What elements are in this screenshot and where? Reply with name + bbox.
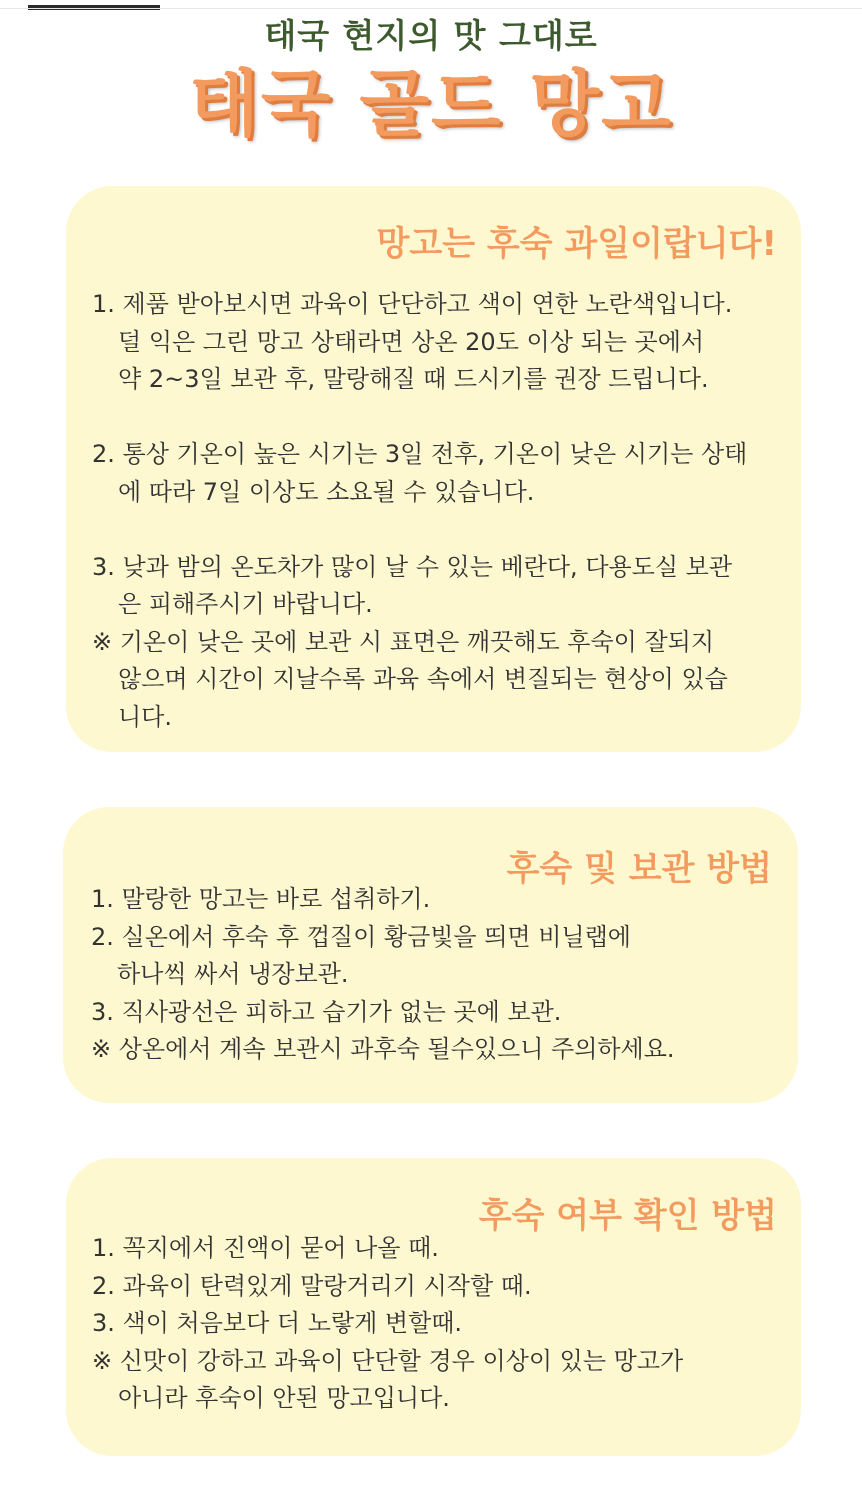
- note-line: 니다.: [118, 702, 172, 731]
- section-body: [91, 881, 675, 1069]
- body-line: 1. 꼭지에서 진액이 묻어 나올 때.: [92, 1234, 439, 1262]
- body-line: 2. 통상 기온이 높은 시기는 3일 전후, 기온이 낮은 시기는 상태: [92, 440, 748, 468]
- paragraph-gap: [92, 511, 747, 549]
- body-line: 3. 낮과 밤의 온도차가 많이 날 수 있는 베란다, 다용도실 보관: [92, 552, 733, 581]
- note-line: 않으며 시간이 지날수록 과육 속에서 변질되는 현상이 있습: [118, 665, 728, 693]
- body-line: 약 2~3일 보관 후, 말랑해질 때 드시기를 권장 드립니다.: [118, 365, 709, 393]
- body-line: 에 따라 7일 이상도 소요될 수 있습니다.: [118, 477, 535, 506]
- body-line: 하나씩 싸서 냉장보관.: [117, 960, 349, 988]
- paragraph-gap: [92, 399, 747, 437]
- section-body: [92, 286, 747, 736]
- body-line: 덜 익은 그린 망고 상태라면 상온 20도 이상 되는 곳에서: [118, 327, 705, 356]
- section-title: 망고는 후숙 과일이랍니다!: [376, 224, 777, 264]
- body-line: 2. 실온에서 후숙 후 껍질이 황금빛을 띄면 비닐랩에: [91, 922, 631, 951]
- note-line: 아니라 후숙이 안된 망고입니다.: [118, 1384, 450, 1412]
- body-line: 1. 제품 받아보시면 과육이 단단하고 색이 연한 노란색입니다.: [92, 290, 733, 318]
- header-title: 태국 골드 망고: [189, 62, 673, 146]
- body-line: 은 피해주시기 바랍니다.: [118, 590, 373, 618]
- section-body: [92, 1230, 683, 1418]
- note-line: ※ 상온에서 계속 보관시 과후숙 될수있으니 주의하세요.: [91, 1035, 675, 1063]
- section-title: 후숙 및 보관 방법: [506, 849, 772, 889]
- note-line: ※ 기온이 낮은 곳에 보관 시 표면은 깨끗해도 후숙이 잘되지: [92, 627, 714, 656]
- body-line: 3. 색이 처음보다 더 노랗게 변할때.: [92, 1309, 463, 1337]
- ripeness-check-card: [66, 1158, 801, 1456]
- body-line: 1. 말랑한 망고는 바로 섭취하기.: [91, 885, 431, 913]
- note-line: ※ 신맛이 강하고 과육이 단단할 경우 이상이 있는 망고가: [92, 1346, 684, 1375]
- header-subtitle: 태국 현지의 맛 그대로: [264, 16, 598, 55]
- storage-method-card: [63, 807, 798, 1103]
- ripening-info-card: [66, 186, 801, 752]
- body-line: 2. 과육이 탄력있게 말랑거리기 시작할 때.: [92, 1271, 532, 1300]
- section-title: 후숙 여부 확인 방법: [478, 1196, 777, 1236]
- body-line: 3. 직사광선은 피하고 습기가 없는 곳에 보관.: [91, 997, 562, 1026]
- top-divider: [0, 8, 862, 9]
